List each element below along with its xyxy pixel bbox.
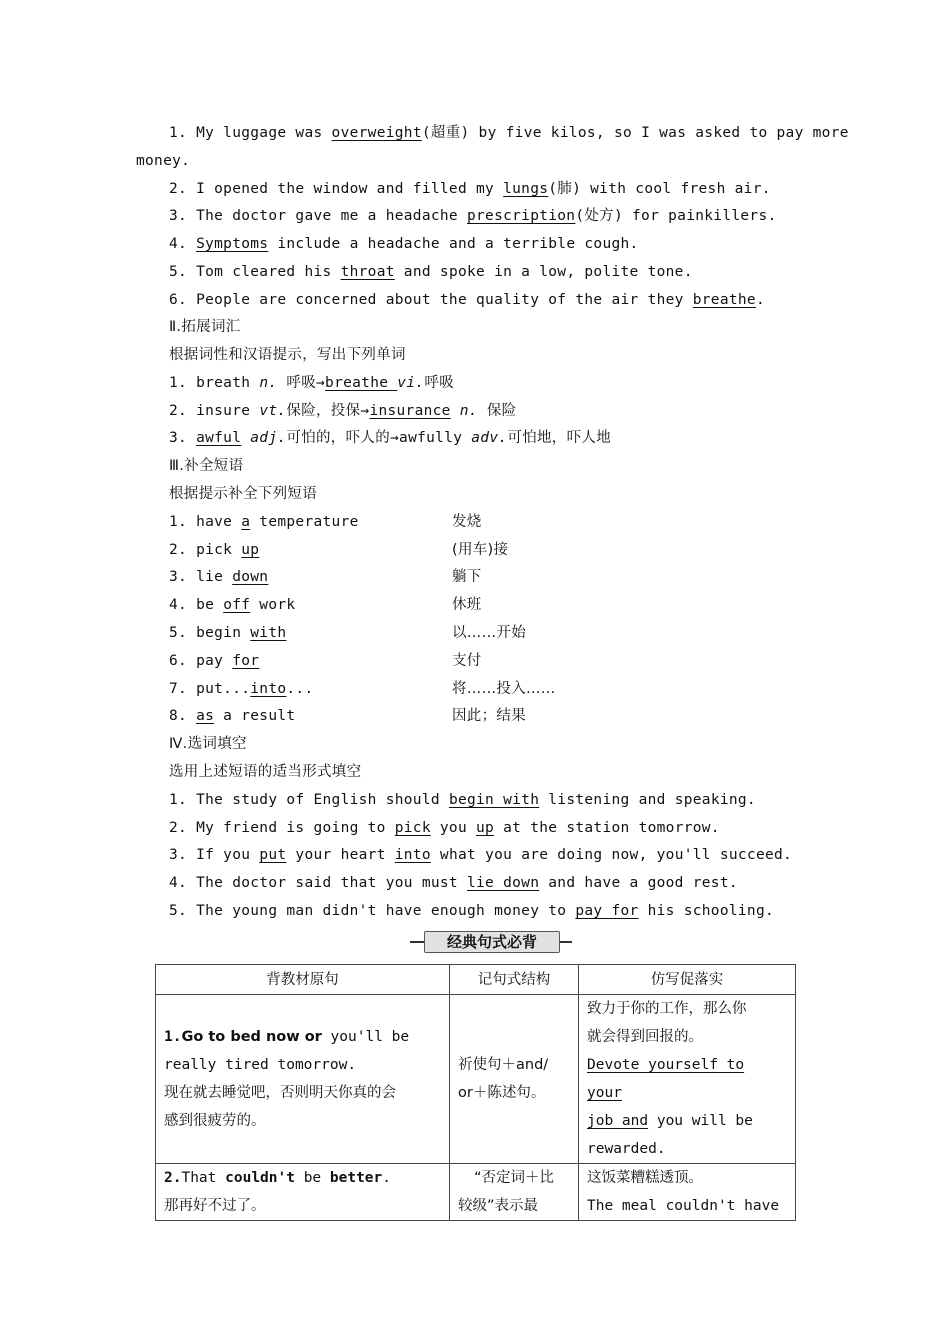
phrase-item-1: 1. have a temperature (169, 514, 359, 530)
section-banner (410, 930, 572, 954)
structure-cell-1: 祈使句＋and/ or＋陈述句。 (450, 995, 579, 1164)
answer: pick (394, 820, 431, 836)
phrase-meaning-7: 将……投入…… (452, 681, 556, 697)
answer: down (232, 569, 269, 585)
answer: prescription (466, 208, 576, 224)
phrase-meaning-6: 支付 (452, 653, 482, 669)
imitation-cell-2: 这饭菜糟糕透顶。 The meal couldn't have (579, 1164, 796, 1221)
answer: overweight (331, 125, 422, 141)
fill-item-1: 1. The study of English should begin with listening and speaking. (169, 792, 756, 808)
word-form-item-1: 1. breath n. 呼吸→breathe vi.呼吸 (169, 375, 454, 391)
answer: begin with (448, 792, 540, 808)
phrase-item-8: 8. as a result (169, 708, 296, 724)
vocab-item-1-continued: money. (136, 153, 191, 169)
phrase-meaning-1: 发烧 (452, 514, 482, 530)
answer: up (241, 542, 260, 558)
answer: breathe (325, 375, 398, 391)
word-form-item-3: 3. awful adj.可怕的，吓人的→awfully adv.可怕地，吓人地 (169, 430, 612, 446)
answer: Devote yourself to your (587, 1057, 745, 1101)
fill-item-3: 3. If you put your heart into what you are doing now, you'll succeed. (169, 847, 793, 863)
answer: pay for (575, 903, 639, 919)
answer: insurance (369, 403, 451, 419)
phrase-item-3: 3. lie down (169, 569, 269, 585)
vocab-item-5: 5. Tom cleared his throat and spoke in a low, polite tone. (169, 264, 693, 280)
phrase-item-6: 6. pay for (169, 653, 260, 669)
answer: as (196, 708, 215, 724)
original-sentence-cell-2: 2.That couldn't be better. 那再好不过了。 (156, 1164, 450, 1221)
answer: into (394, 847, 431, 863)
structure-cell-2: “否定词＋比 较级”表示最 (450, 1164, 579, 1221)
phrase-item-4: 4. be off work (169, 597, 296, 613)
fill-item-5: 5. The young man didn't have enough money to pay for his schooling. (169, 903, 775, 919)
answer: job and (587, 1113, 649, 1129)
fill-item-2: 2. My friend is going to pick you up at the station tomorrow. (169, 820, 720, 836)
vocab-item-6: 6. People are concerned about the quality of the air they breathe. (169, 292, 765, 308)
banner-title: 经典句式必背 (446, 933, 537, 951)
answer: breathe (692, 292, 756, 308)
answer: awful (196, 430, 242, 446)
vocab-item-3: 3. The doctor gave me a headache prescription(处方) for painkillers. (169, 208, 777, 224)
sentence-table (155, 964, 796, 1221)
answer: Symptoms (196, 236, 269, 252)
answer: put (259, 847, 287, 863)
section-instruction-4: 选用上述短语的适当形式填空 (169, 764, 362, 780)
answer: throat (340, 264, 395, 280)
imitation-cell-1: 致力于你的工作，那么你 就会得到回报的。 Devote yourself to your job and you will be rewarded. (579, 995, 796, 1164)
header-structure: 记句式结构 (450, 965, 579, 995)
original-sentence-cell-1: 1.Go to bed now or you'll be really tired tomorrow. 现在就去睡觉吧，否则明天你真的会 感到很疲劳的。 (156, 995, 450, 1164)
answer: lungs (503, 181, 549, 197)
phrase-item-7: 7. put...into... (169, 681, 314, 697)
answer: for (232, 653, 260, 669)
phrase-meaning-4: 休班 (452, 597, 482, 613)
section-heading-3: Ⅲ.补全短语 (169, 458, 244, 474)
word-form-item-2: 2. insure vt.保险，投保→insurance n. 保险 (169, 403, 517, 419)
answer: a (241, 514, 251, 530)
answer: with (250, 625, 287, 641)
table-header-row (156, 965, 796, 995)
section-heading-2: Ⅱ.拓展词汇 (169, 319, 241, 335)
header-original-sentence: 背教材原句 (156, 965, 450, 995)
header-imitation: 仿写促落实 (579, 965, 796, 995)
phrase-meaning-8: 因此；结果 (452, 708, 526, 724)
answer: into (250, 681, 287, 697)
section-instruction-2: 根据词性和汉语提示，写出下列单词 (169, 347, 406, 363)
answer: off (223, 597, 251, 613)
phrase-item-5: 5. begin with (169, 625, 287, 641)
phrase-meaning-3: 躺下 (452, 569, 482, 585)
table-row (156, 1164, 796, 1221)
section-heading-4: Ⅳ.选词填空 (169, 736, 247, 752)
answer: up (476, 820, 495, 836)
phrase-meaning-2: (用车)接 (452, 542, 509, 558)
phrase-meaning-5: 以……开始 (452, 625, 526, 641)
answer: lie down (466, 875, 540, 891)
table-row (156, 995, 796, 1164)
fill-item-4: 4. The doctor said that you must lie down and have a good rest. (169, 875, 738, 891)
phrase-item-2: 2. pick up (169, 542, 260, 558)
vocab-item-2: 2. I opened the window and filled my lungs(肺) with cool fresh air. (169, 181, 771, 197)
section-instruction-3: 根据提示补全下列短语 (169, 486, 317, 502)
vocab-item-1: 1. My luggage was overweight(超重) by five kilos, so I was asked to pay more (169, 125, 849, 141)
vocab-item-4: 4. Symptoms include a headache and a terrible cough. (169, 236, 639, 252)
